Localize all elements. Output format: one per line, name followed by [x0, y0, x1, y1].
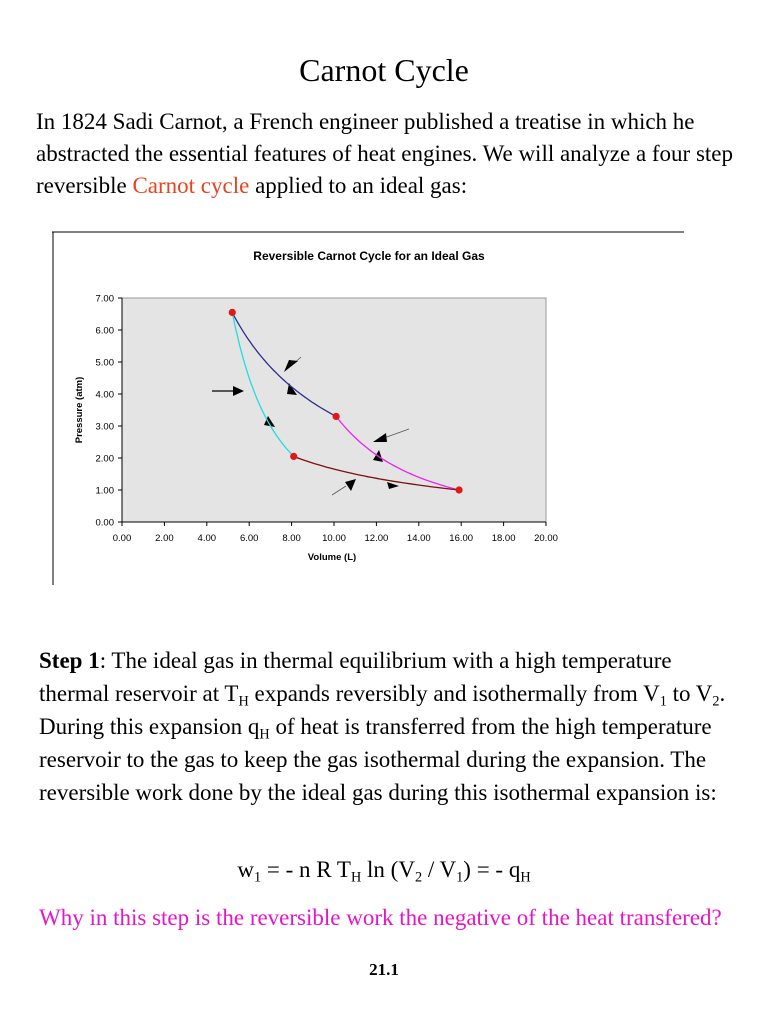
eq-v1-sub: 1 [456, 869, 464, 886]
y-tick-label: 6.00 [95, 325, 114, 337]
subscript-1: 1 [659, 693, 667, 710]
step-1-text-e: of heat is transferred from the high temperature reservoir to the gas to keep the gas isothermal during the expansion. The reversible work done by the ideal gas during this isothermal expansion is: [39, 714, 717, 805]
eq-part-2: ln (V [361, 857, 415, 882]
step-1-paragraph [39, 644, 739, 809]
eq-t-sub: H [350, 869, 362, 886]
eq-q-sub: H [520, 869, 531, 886]
x-axis-ticks [113, 522, 558, 544]
y-tick-label: 3.00 [95, 421, 114, 433]
x-tick-label: 16.00 [449, 533, 474, 544]
subscript-h: H [238, 693, 249, 710]
plot-area [122, 298, 546, 522]
x-tick-label: 10.00 [322, 533, 346, 544]
intro-text-start: In 1824 Sadi Carnot, a French engineer published a treatise in which he abstracted the essential features of heat engines. We will analyze a four step reversible [36, 109, 734, 198]
x-tick-label: 18.00 [491, 533, 516, 544]
eq-part-3: / V [422, 857, 457, 882]
cycle-point-1 [229, 309, 236, 316]
y-axis-ticks [96, 294, 123, 529]
question-text: Why in this step is the reversible work the negative of the heat transfered? [39, 905, 722, 930]
x-tick-label: 2.00 [155, 533, 174, 544]
work-equation [0, 854, 768, 886]
intro-text-end: applied to an ideal gas: [249, 173, 468, 198]
eq-part-1: = - n R T [261, 857, 351, 882]
page-title: Carnot Cycle [299, 52, 469, 88]
y-tick-label: 5.00 [95, 357, 114, 369]
eq-w-sub: 1 [253, 869, 262, 886]
step-1-text-a: : The ideal gas in thermal equilibrium with a high temperature thermal reservoir at T [39, 648, 672, 706]
eq-part-4: ) = - q [463, 857, 521, 882]
step-1-text-d: . During this expansion q [39, 681, 726, 739]
y-tick-label: 0.00 [95, 517, 114, 529]
step-1-text-c: to V [666, 681, 713, 706]
subscript-2: 2 [712, 693, 720, 710]
x-axis-label: Volume (L) [307, 552, 357, 563]
x-tick-label: 4.00 [197, 533, 217, 544]
x-tick-label: 8.00 [282, 533, 301, 544]
x-tick-label: 20.00 [534, 533, 558, 544]
subscript-h-q: H [259, 726, 270, 743]
carnot-chart [52, 229, 684, 585]
chart-title: Reversible Carnot Cycle for an Ideal Gas [253, 249, 485, 263]
y-tick-label: 1.00 [95, 485, 114, 497]
x-tick-label: 14.00 [406, 533, 431, 544]
carnot-cycle-link[interactable]: Carnot cycle [132, 173, 250, 198]
cycle-point-2 [333, 413, 340, 420]
page-number: 21.1 [369, 960, 399, 979]
eq-w: w [237, 857, 254, 882]
chart-svg [52, 229, 684, 585]
y-tick-label: 4.00 [95, 389, 114, 401]
y-axis-label: Pressure (atm) [74, 376, 85, 444]
y-tick-label: 7.00 [95, 293, 114, 305]
intro-paragraph [36, 106, 736, 202]
x-tick-label: 0.00 [112, 533, 132, 544]
eq-v2-sub: 2 [414, 869, 423, 886]
step-1-label: Step 1 [39, 648, 100, 673]
x-tick-label: 6.00 [239, 533, 259, 544]
step-1-text-b: expands reversibly and isothermally from V [248, 681, 660, 706]
y-tick-label: 2.00 [95, 453, 114, 465]
cycle-point-3 [455, 486, 462, 493]
x-tick-label: 12.00 [364, 533, 389, 544]
cycle-point-4 [290, 453, 297, 460]
